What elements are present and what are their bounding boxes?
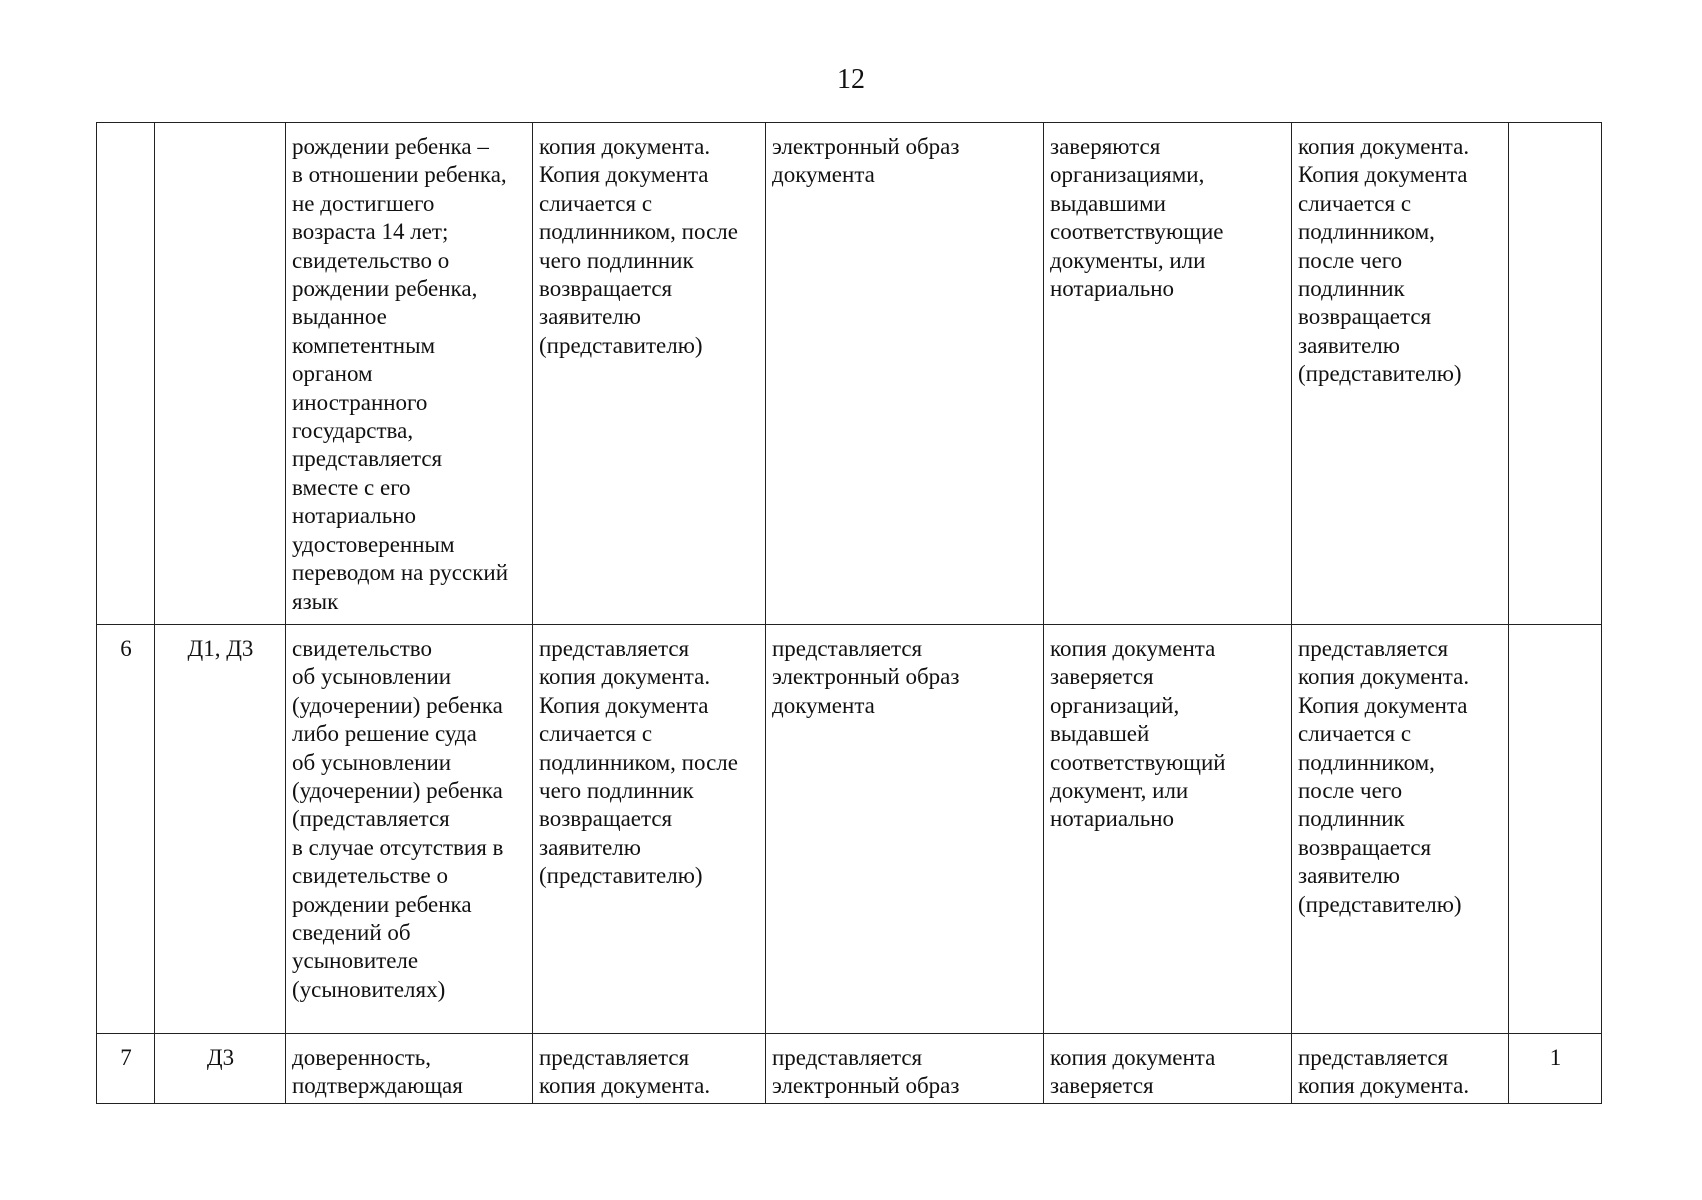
- paper-submission-cell: представляется копия документа. Копия документа сличается с подлинником, после чего подлинник возвращается заявителю (представителю): [533, 624, 766, 1033]
- row-number-cell: 7: [97, 1033, 155, 1103]
- table-row: [97, 1033, 1602, 1103]
- electronic-submission-cell: электронный образ документа: [766, 123, 1044, 625]
- row-number-cell: 6: [97, 624, 155, 1033]
- document-name-cell: свидетельство об усыновлении (удочерении) ребенка либо решение суда об усыновлении (удочерении) ребенка (представляется в случае отсутствия в свидетельстве о рождении ребенка сведений об усыновителе (усыновителях): [286, 624, 533, 1033]
- certification-cell: заверяются организациями, выдавшими соответствующие документы, или нотариально: [1044, 123, 1292, 625]
- electronic-submission-cell: представляется электронный образ документа: [766, 624, 1044, 1033]
- document-name-cell: рождении ребенка – в отношении ребенка, не достигшего возраста 14 лет; свидетельство о рождении ребенка, выданное компетентным органом иностранного государства, представляется вместе с его нотариально удостоверенным переводом на русский язык: [286, 123, 533, 625]
- certification-cell: копия документа заверяется организаций, выдавшей соответствующий документ, или нотариально: [1044, 624, 1292, 1033]
- electronic-submission-cell: представляется электронный образ: [766, 1033, 1044, 1103]
- certification-cell: копия документа заверяется: [1044, 1033, 1292, 1103]
- page-number: 12: [837, 64, 865, 95]
- document-name-cell: доверенность, подтверждающая: [286, 1033, 533, 1103]
- document-code-cell: [155, 123, 286, 625]
- document-code-cell: Д1, Д3: [155, 624, 286, 1033]
- mfc-submission-cell: представляется копия документа.: [1292, 1033, 1509, 1103]
- paper-submission-cell: копия документа. Копия документа сличается с подлинником, после чего подлинник возвращается заявителю (представителю): [533, 123, 766, 625]
- paper-submission-cell: представляется копия документа.: [533, 1033, 766, 1103]
- table-row: [97, 123, 1602, 625]
- mfc-submission-cell: копия документа. Копия документа сличается с подлинником, после чего подлинник возвращается заявителю (представителю): [1292, 123, 1509, 625]
- documents-table: [96, 122, 1602, 1104]
- last-column-cell: [1509, 123, 1602, 625]
- last-column-cell: [1509, 624, 1602, 1033]
- document-code-cell: Д3: [155, 1033, 286, 1103]
- mfc-submission-cell: представляется копия документа. Копия документа сличается с подлинником, после чего подлинник возвращается заявителю (представителю): [1292, 624, 1509, 1033]
- last-column-cell: 1: [1509, 1033, 1602, 1103]
- row-number-cell: [97, 123, 155, 625]
- table-row: [97, 624, 1602, 1033]
